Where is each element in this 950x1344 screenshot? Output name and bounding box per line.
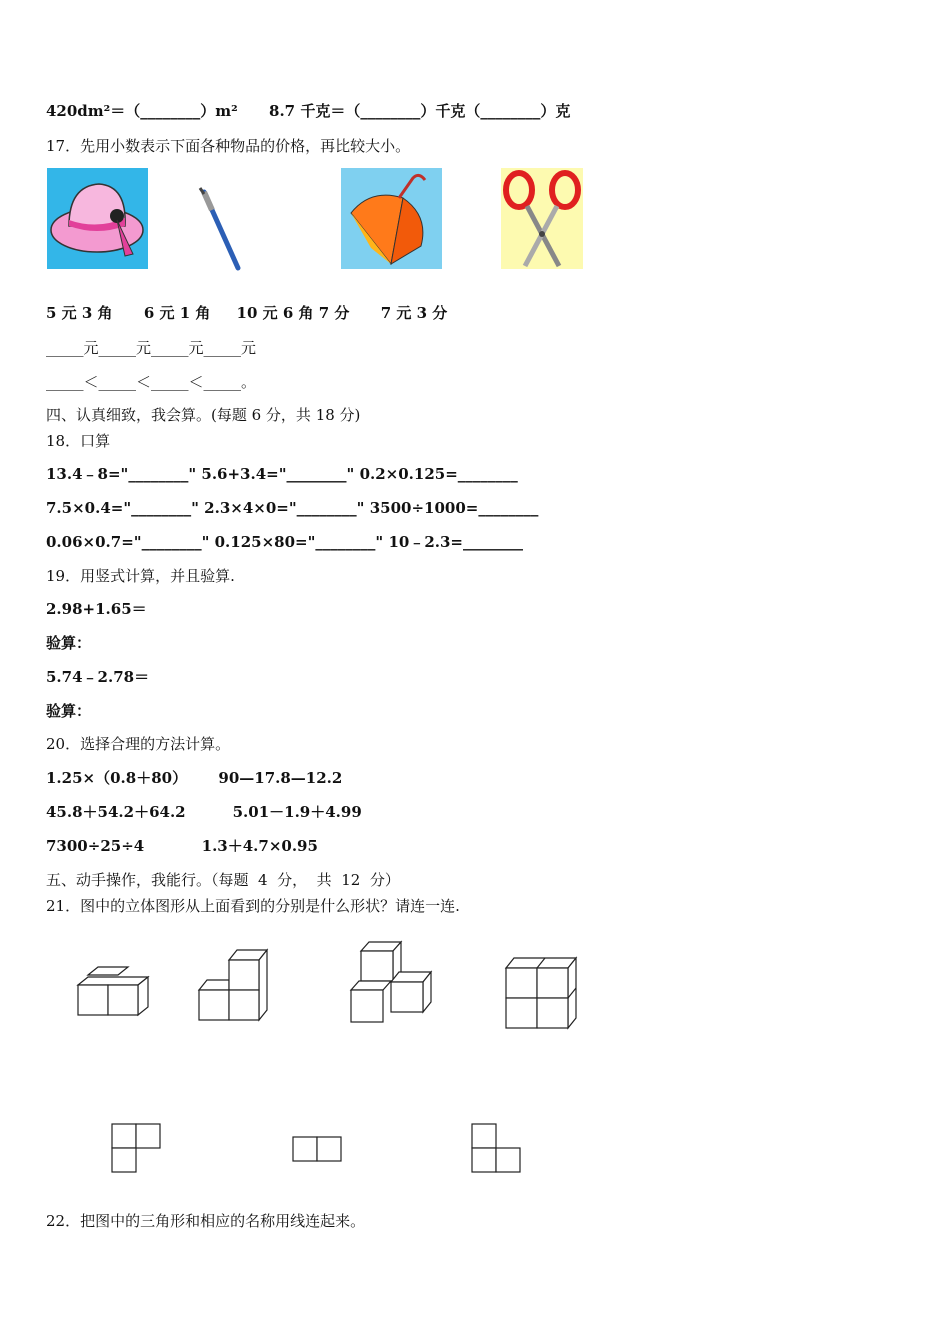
prices-line: 5 元 3 角 6 元 1 角 10 元 6 角 7 分 7 元 3 分 [46,304,448,322]
vertical-calc-1: 2.98+1.65＝ [46,600,147,618]
question-18: 18．口算 [46,432,111,450]
yuan-blanks: _____元_____元_____元_____元 [46,339,257,357]
question-20: 20．选择合理的方法计算。 [46,735,231,753]
top-view-corner-shape [470,1122,524,1174]
question-21: 21．图中的立体图形从上面看到的分别是什么形状？请连一连. [46,897,460,915]
check-label-1: 验算： [46,634,92,652]
expr-row-2: 45.8＋54.2＋64.2 5.01－1.9＋4.99 [46,803,362,821]
expr-row-1: 1.25×（0.8＋80） 90—17.8—12.2 [46,769,343,787]
check-label-2: 验算： [46,702,92,720]
conversion-line: 420dm²＝（________）m² 8.7 千克＝（________）千克（________）克 [46,102,571,120]
cube-figure-3 [345,938,435,1028]
question-19: 19．用竖式计算，并且验算. [46,567,235,585]
calc-row-1: 13.4﹣8="________" 5.6+3.4="________" 0.2×0.125=________ [46,465,518,483]
vertical-calc-2: 5.74﹣2.78＝ [46,668,150,686]
calc-row-2: 7.5×0.4="________" 2.3×4×0="________" 3500÷1000=________ [46,499,539,517]
cube-figure-4 [500,952,580,1032]
brush-icon [192,186,244,271]
scissors-icon [501,168,583,269]
section-4-title: 四、认真细致，我会算。(每题 6 分，共 18 分) [46,406,361,424]
question-17: 17．先用小数表示下面各种物品的价格，再比较大小。 [46,137,411,155]
top-view-two-squares [291,1135,345,1163]
compare-line: _____＜_____＜_____＜_____。 [46,373,257,391]
cube-figure-1 [70,960,155,1020]
section-5-title: 五、动手操作，我能行。（每题 4 分， 共 12 分） [46,871,400,889]
top-view-l-shape [110,1122,164,1174]
expr-row-3: 7300÷25÷4 1.3＋4.7×0.95 [46,837,318,855]
umbrella-icon [341,168,442,269]
cube-figure-2 [193,945,278,1025]
question-22: 22．把图中的三角形和相应的名称用线连起来。 [46,1212,366,1230]
hat-icon [47,168,148,269]
calc-row-3: 0.06×0.7="________" 0.125×80="________" 10﹣2.3=________ [46,533,523,551]
